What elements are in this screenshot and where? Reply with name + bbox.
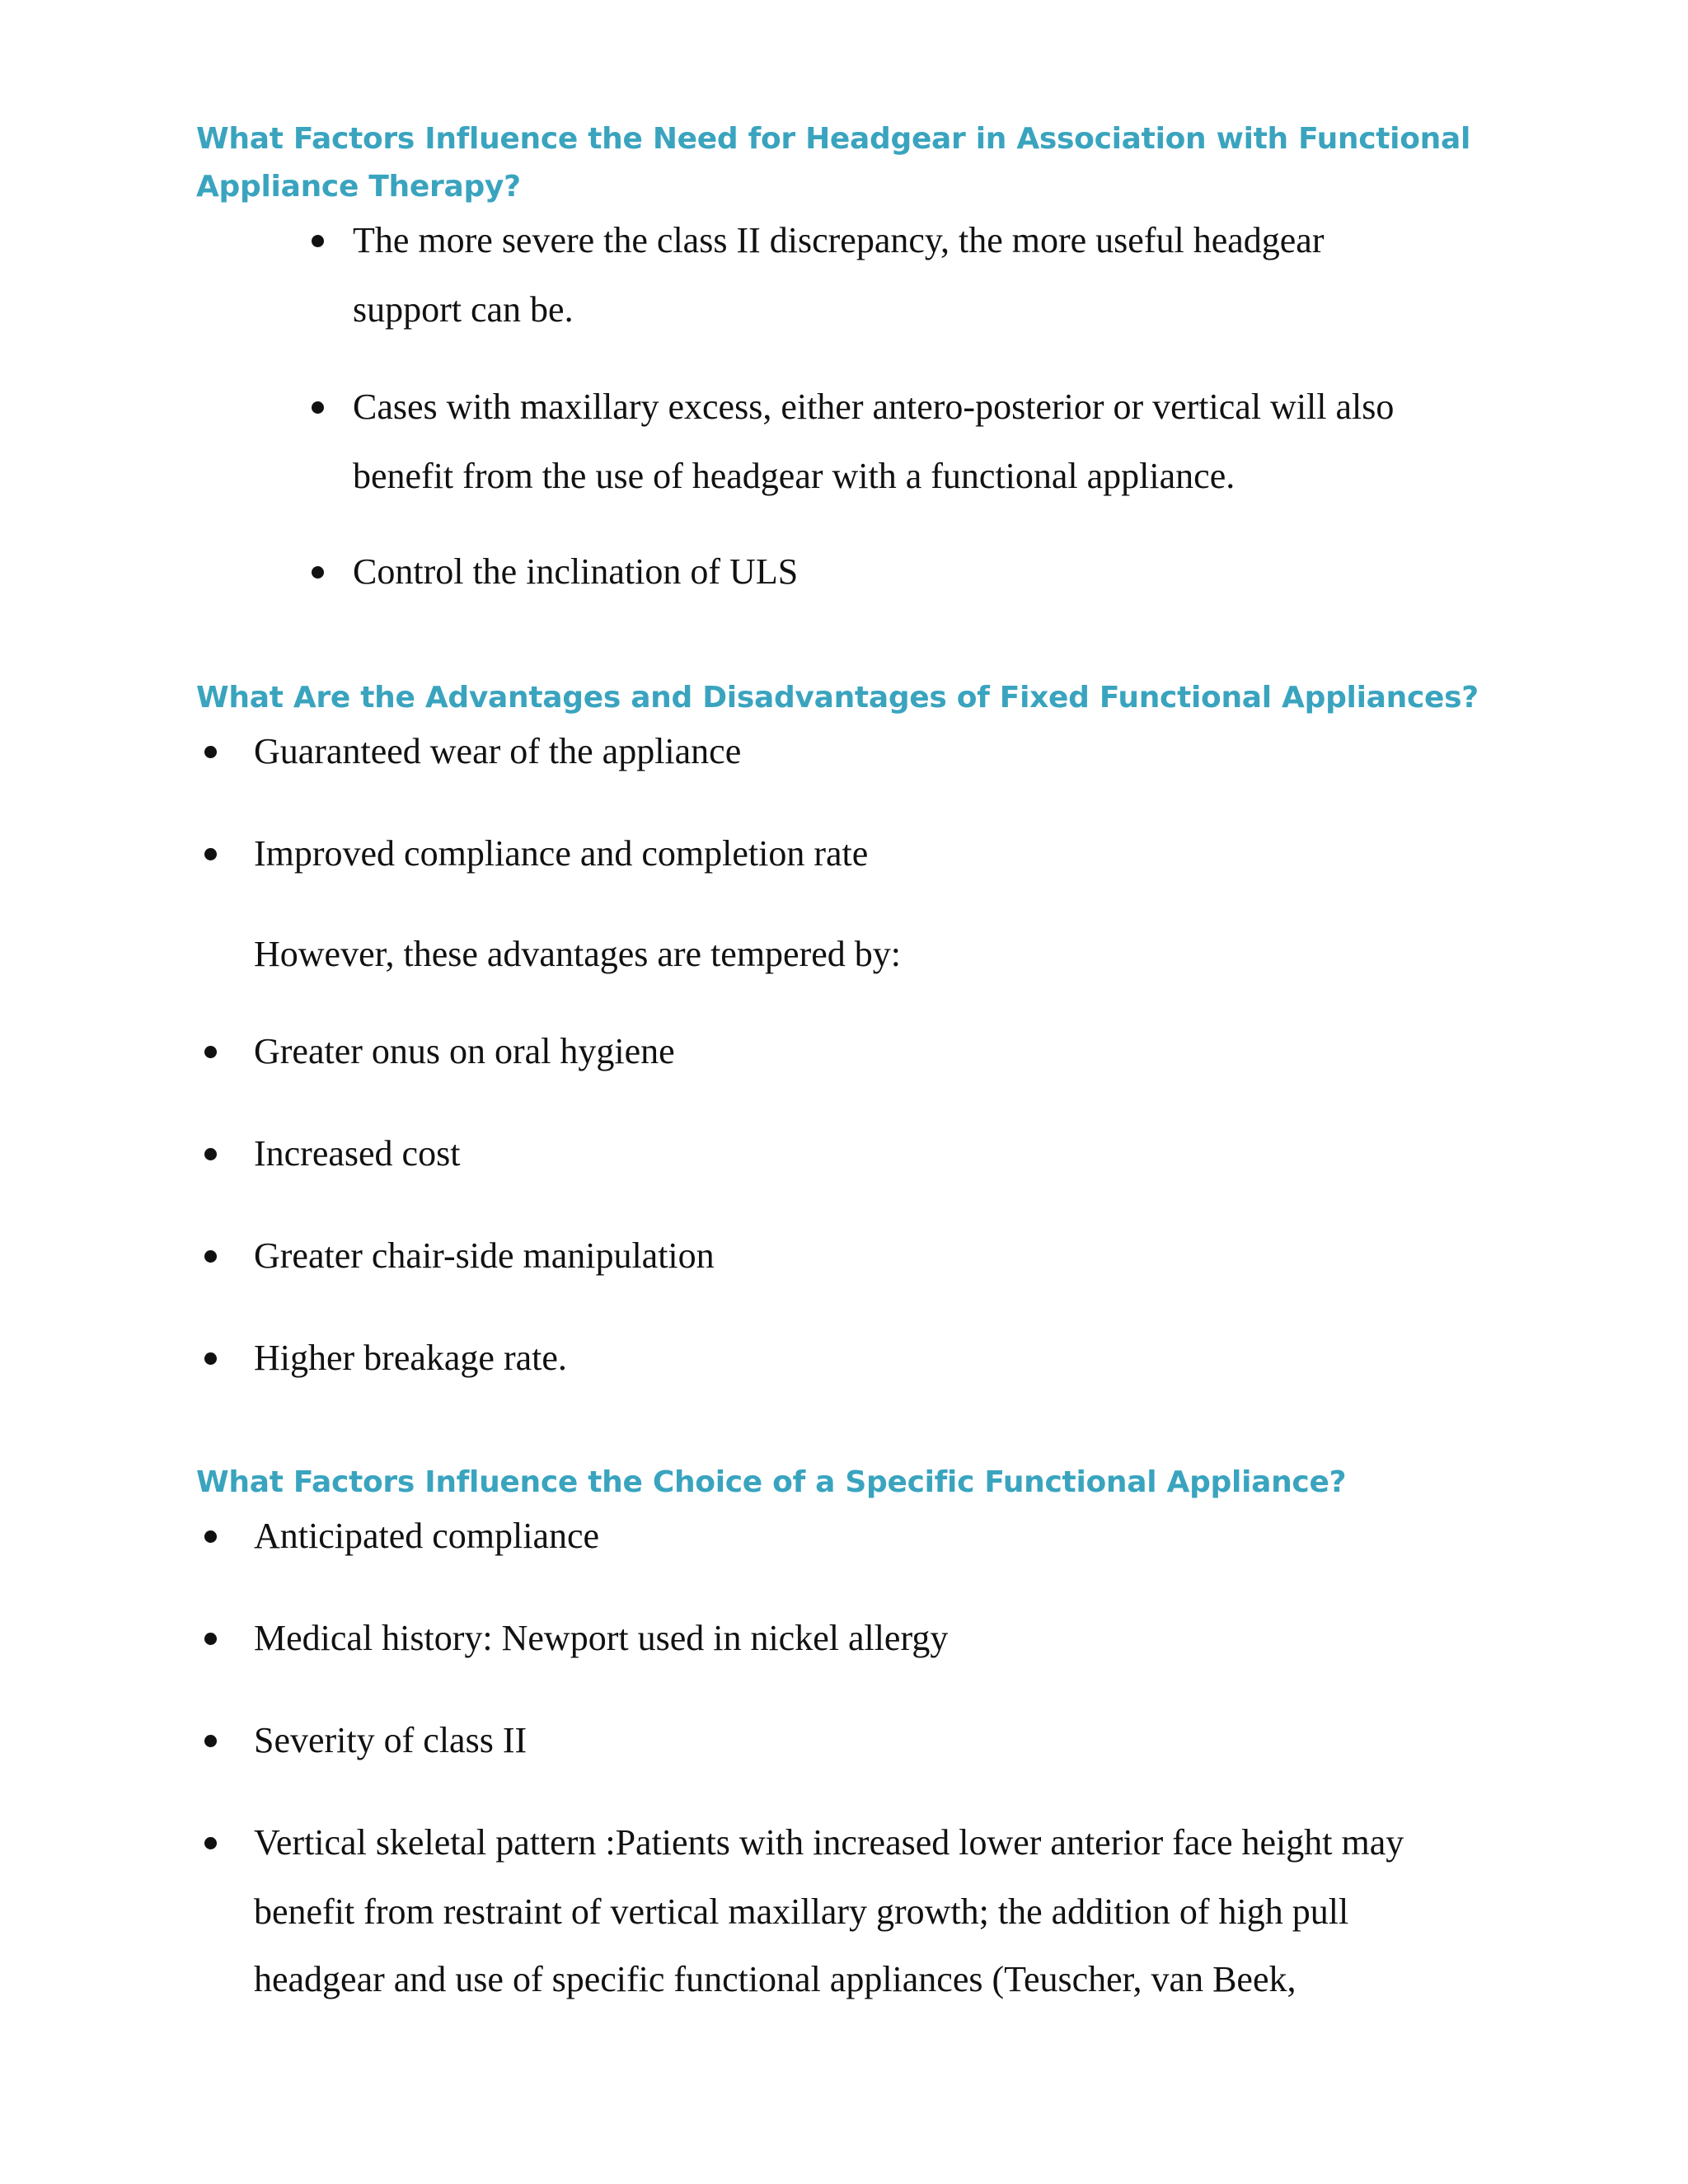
list-item-text: headgear and use of specific functional appliances (Teuscher, van Beek, <box>254 1959 1296 1999</box>
section-heading-headgear <box>196 115 1515 211</box>
list-item-text: benefit from the use of headgear with a functional appliance. <box>353 456 1236 496</box>
list-item-text: Cases with maxillary excess, either antero-posterior or vertical will also <box>353 387 1395 427</box>
bullet-icon <box>204 1250 217 1263</box>
bullet-icon <box>204 848 217 860</box>
list-item-text: Medical history: Newport used in nickel allergy <box>254 1618 949 1658</box>
bullet-icon <box>204 746 217 758</box>
list-item-text: Control the inclination of ULS <box>353 551 799 592</box>
bullet-icon <box>204 1633 217 1645</box>
heading-line: What Are the Advantages and Disadvantages of Fixed Functional Appliances? <box>196 681 1479 715</box>
list-item-text: Increased cost <box>254 1133 461 1174</box>
bullet-icon <box>204 1148 217 1160</box>
list-item-text: The more severe the class II discrepancy, the more useful headgear <box>353 220 1325 260</box>
note-text: However, these advantages are tempered by: <box>254 934 901 974</box>
section-heading-fixed-appliances <box>196 674 1515 722</box>
heading-line: Appliance Therapy? <box>196 170 521 204</box>
list-item-text: benefit from restraint of vertical maxillary growth; the addition of high pull <box>254 1891 1349 1932</box>
bullet-icon <box>204 1046 217 1058</box>
list-item-text: Vertical skeletal pattern :Patients with increased lower anterior face height may <box>254 1822 1404 1863</box>
section-heading-choice <box>196 1459 1515 1507</box>
list-item-text: support can be. <box>353 289 574 330</box>
bullet-icon <box>312 401 324 414</box>
list-item-text: Anticipated compliance <box>254 1516 600 1556</box>
bullet-icon <box>312 566 324 579</box>
list-item-text: Higher breakage rate. <box>254 1338 567 1378</box>
heading-line: What Factors Influence the Need for Headgear in Association with Functional <box>196 122 1471 156</box>
list-item-text: Severity of class II <box>254 1720 528 1760</box>
list-item-text: Greater onus on oral hygiene <box>254 1031 675 1071</box>
bullet-icon <box>204 1352 217 1365</box>
bullet-icon <box>204 1530 217 1543</box>
heading-line: What Factors Influence the Choice of a Specific Functional Appliance? <box>196 1465 1347 1499</box>
list-item-text: Guaranteed wear of the appliance <box>254 731 742 771</box>
bullet-icon <box>312 235 324 247</box>
list-item-text: Greater chair-side manipulation <box>254 1235 715 1276</box>
bullet-icon <box>204 1735 217 1747</box>
bullet-icon <box>204 1837 217 1849</box>
list-item-text: Improved compliance and completion rate <box>254 833 869 874</box>
